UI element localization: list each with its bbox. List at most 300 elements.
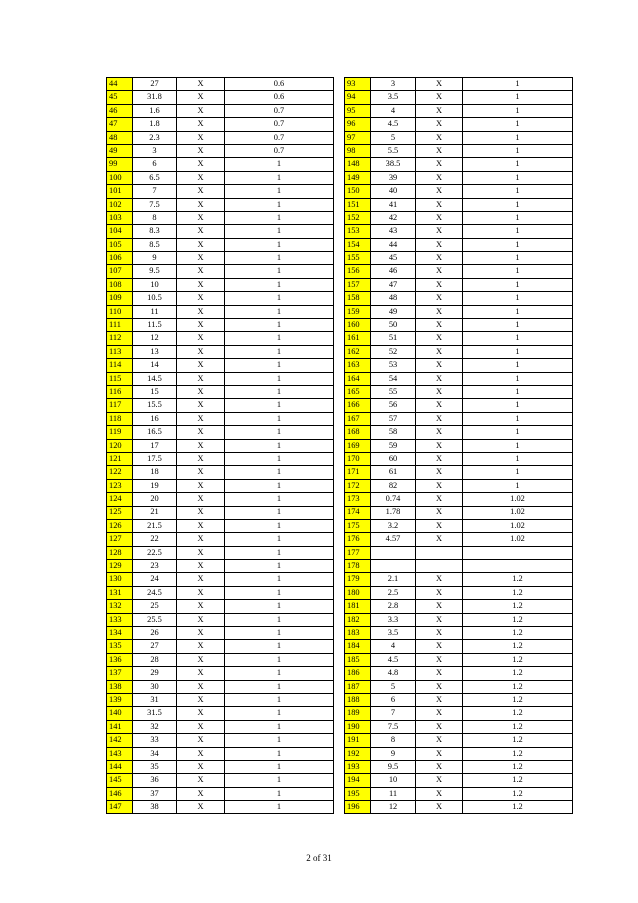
table-row: [107, 78, 573, 91]
size-cell: 2.1: [371, 573, 416, 586]
table-row: [107, 787, 573, 800]
column-gap: [334, 479, 345, 492]
separator-cell: X: [416, 118, 463, 131]
factor-cell: 1: [463, 345, 573, 358]
table-row: [107, 292, 573, 305]
factor-cell: 1: [225, 573, 334, 586]
table-row: [107, 653, 573, 666]
table-row: [107, 185, 573, 198]
size-cell: 53: [371, 359, 416, 372]
item-id-cell: 181: [345, 600, 371, 613]
table-row: [107, 720, 573, 733]
separator-cell: X: [177, 640, 225, 653]
table-row: [107, 252, 573, 265]
factor-cell: 1: [225, 707, 334, 720]
table-row: [107, 533, 573, 546]
factor-cell: 1: [225, 640, 334, 653]
table-row: [107, 211, 573, 224]
factor-cell: 1.2: [463, 627, 573, 640]
size-cell: 21: [133, 506, 177, 519]
factor-cell: 1: [463, 452, 573, 465]
size-cell: 8.5: [133, 238, 177, 251]
size-cell: 25.5: [133, 613, 177, 626]
size-cell: 8: [133, 211, 177, 224]
factor-cell: 1.2: [463, 760, 573, 773]
size-cell: 10: [133, 278, 177, 291]
factor-cell: 1: [225, 385, 334, 398]
size-cell: 15: [133, 385, 177, 398]
factor-cell: 1.02: [463, 519, 573, 532]
item-id-cell: 189: [345, 707, 371, 720]
column-gap: [334, 734, 345, 747]
size-cell: 39: [371, 171, 416, 184]
factor-cell: 1: [225, 680, 334, 693]
separator-cell: X: [416, 466, 463, 479]
item-id-cell: 122: [107, 466, 133, 479]
separator-cell: X: [177, 667, 225, 680]
size-cell: 51: [371, 332, 416, 345]
factor-cell: 1: [463, 158, 573, 171]
factor-cell: 1: [225, 252, 334, 265]
size-cell: 46: [371, 265, 416, 278]
item-id-cell: 159: [345, 305, 371, 318]
item-id-cell: 158: [345, 292, 371, 305]
table-row: [107, 479, 573, 492]
size-cell: 17.5: [133, 452, 177, 465]
separator-cell: X: [416, 479, 463, 492]
separator-cell: X: [177, 372, 225, 385]
factor-cell: 1: [225, 185, 334, 198]
table-row: [107, 225, 573, 238]
item-id-cell: 173: [345, 493, 371, 506]
separator-cell: X: [416, 332, 463, 345]
factor-cell: 1: [225, 560, 334, 573]
separator-cell: X: [416, 627, 463, 640]
item-id-cell: 147: [107, 801, 133, 814]
item-id-cell: 164: [345, 372, 371, 385]
size-cell: 25: [133, 600, 177, 613]
separator-cell: X: [177, 720, 225, 733]
table-row: [107, 131, 573, 144]
item-id-cell: 168: [345, 426, 371, 439]
item-id-cell: 176: [345, 533, 371, 546]
separator-cell: X: [177, 131, 225, 144]
item-id-cell: 136: [107, 653, 133, 666]
column-gap: [334, 158, 345, 171]
factor-cell: 1: [225, 519, 334, 532]
column-gap: [334, 586, 345, 599]
column-gap: [334, 506, 345, 519]
column-gap: [334, 693, 345, 706]
size-cell: 4.5: [371, 653, 416, 666]
separator-cell: X: [416, 399, 463, 412]
separator-cell: X: [177, 305, 225, 318]
factor-cell: 1: [463, 319, 573, 332]
size-cell: 27: [133, 78, 177, 91]
factor-cell: 1: [463, 426, 573, 439]
factor-cell: 1: [225, 265, 334, 278]
table-row: [107, 627, 573, 640]
item-id-cell: 167: [345, 412, 371, 425]
item-id-cell: 125: [107, 506, 133, 519]
size-cell: 22: [133, 533, 177, 546]
item-id-cell: 109: [107, 292, 133, 305]
size-cell: 43: [371, 225, 416, 238]
factor-cell: 1: [225, 225, 334, 238]
item-id-cell: 112: [107, 332, 133, 345]
size-cell: 26: [133, 627, 177, 640]
column-gap: [334, 252, 345, 265]
size-cell: 9: [371, 747, 416, 760]
item-id-cell: 104: [107, 225, 133, 238]
size-cell: 7: [371, 707, 416, 720]
item-id-cell: 98: [345, 144, 371, 157]
item-id-cell: 135: [107, 640, 133, 653]
size-cell: 52: [371, 345, 416, 358]
size-cell: 42: [371, 211, 416, 224]
factor-cell: 1: [225, 533, 334, 546]
table-row: [107, 198, 573, 211]
separator-cell: X: [416, 774, 463, 787]
size-cell: 60: [371, 452, 416, 465]
size-cell: 10.5: [133, 292, 177, 305]
item-id-cell: 161: [345, 332, 371, 345]
item-id-cell: 166: [345, 399, 371, 412]
size-cell: 3: [371, 78, 416, 91]
factor-cell: 1: [225, 760, 334, 773]
separator-cell: X: [416, 667, 463, 680]
factor-cell: 1: [463, 104, 573, 117]
table-row: [107, 560, 573, 573]
size-cell: 59: [371, 439, 416, 452]
table-row: [107, 519, 573, 532]
separator-cell: X: [416, 693, 463, 706]
item-id-cell: 149: [345, 171, 371, 184]
item-id-cell: 187: [345, 680, 371, 693]
separator-cell: X: [177, 493, 225, 506]
factor-cell: 1: [225, 198, 334, 211]
separator-cell: X: [416, 252, 463, 265]
factor-cell: 1: [225, 787, 334, 800]
separator-cell: X: [416, 640, 463, 653]
factor-cell: 1: [225, 171, 334, 184]
factor-cell: 1: [463, 412, 573, 425]
factor-cell: 1: [225, 332, 334, 345]
separator-cell: X: [177, 185, 225, 198]
item-id-cell: 171: [345, 466, 371, 479]
item-id-cell: 192: [345, 747, 371, 760]
separator-cell: X: [416, 493, 463, 506]
separator-cell: X: [177, 292, 225, 305]
separator-cell: X: [177, 91, 225, 104]
item-id-cell: 45: [107, 91, 133, 104]
item-id-cell: 108: [107, 278, 133, 291]
factor-cell: 1: [225, 158, 334, 171]
factor-cell: 1: [225, 613, 334, 626]
column-gap: [334, 613, 345, 626]
item-id-cell: 162: [345, 345, 371, 358]
separator-cell: X: [177, 144, 225, 157]
factor-cell: 1: [463, 171, 573, 184]
factor-cell: 1: [225, 305, 334, 318]
size-cell: 21.5: [133, 519, 177, 532]
separator-cell: X: [416, 760, 463, 773]
size-cell: 7.5: [371, 720, 416, 733]
column-gap: [334, 600, 345, 613]
size-cell: 29: [133, 667, 177, 680]
column-gap: [334, 707, 345, 720]
separator-cell: X: [416, 412, 463, 425]
size-cell: 45: [371, 252, 416, 265]
separator-cell: X: [177, 439, 225, 452]
size-cell: 82: [371, 479, 416, 492]
item-id-cell: 169: [345, 439, 371, 452]
item-id-cell: 127: [107, 533, 133, 546]
separator-cell: X: [177, 452, 225, 465]
size-cell: 7.5: [133, 198, 177, 211]
factor-cell: 1: [463, 278, 573, 291]
size-cell: 2.5: [371, 586, 416, 599]
item-id-cell: 102: [107, 198, 133, 211]
separator-cell: X: [177, 600, 225, 613]
table-row: [107, 118, 573, 131]
size-cell: 4: [371, 104, 416, 117]
item-id-cell: 153: [345, 225, 371, 238]
factor-cell: 1: [463, 78, 573, 91]
separator-cell: X: [177, 332, 225, 345]
separator-cell: X: [177, 680, 225, 693]
table-row: [107, 278, 573, 291]
item-id-cell: 132: [107, 600, 133, 613]
item-id-cell: 129: [107, 560, 133, 573]
factor-cell: 1.2: [463, 640, 573, 653]
item-id-cell: 117: [107, 399, 133, 412]
factor-cell: 1: [225, 466, 334, 479]
table-row: [107, 439, 573, 452]
size-cell: 11: [133, 305, 177, 318]
separator-cell: X: [416, 533, 463, 546]
item-id-cell: 49: [107, 144, 133, 157]
item-id-cell: 184: [345, 640, 371, 653]
size-cell: 12: [371, 801, 416, 814]
size-cell: 41: [371, 198, 416, 211]
size-cell: 14: [133, 359, 177, 372]
separator-cell: X: [177, 573, 225, 586]
separator-cell: X: [177, 760, 225, 773]
table-row: [107, 586, 573, 599]
separator-cell: X: [416, 372, 463, 385]
separator-cell: X: [416, 653, 463, 666]
factor-cell: 1.2: [463, 680, 573, 693]
separator-cell: X: [416, 198, 463, 211]
factor-cell: 0.7: [225, 118, 334, 131]
size-cell: 19: [133, 479, 177, 492]
factor-cell: 1: [463, 466, 573, 479]
item-id-cell: 93: [345, 78, 371, 91]
table-row: [107, 493, 573, 506]
table-row: [107, 707, 573, 720]
factor-cell: 1: [225, 600, 334, 613]
item-id-cell: 194: [345, 774, 371, 787]
item-id-cell: 183: [345, 627, 371, 640]
column-gap: [334, 720, 345, 733]
separator-cell: X: [416, 319, 463, 332]
column-gap: [334, 118, 345, 131]
factor-cell: 1: [225, 546, 334, 559]
column-gap: [334, 653, 345, 666]
factor-cell: 1.2: [463, 600, 573, 613]
table-row: [107, 426, 573, 439]
factor-cell: 1.02: [463, 493, 573, 506]
factor-cell: 1: [225, 412, 334, 425]
factor-cell: 1: [225, 372, 334, 385]
factor-cell: [463, 560, 573, 573]
separator-cell: X: [177, 238, 225, 251]
separator-cell: X: [177, 78, 225, 91]
factor-cell: 0.7: [225, 104, 334, 117]
table-row: [107, 104, 573, 117]
factor-cell: 1: [463, 131, 573, 144]
column-gap: [334, 292, 345, 305]
separator-cell: X: [416, 720, 463, 733]
column-gap: [334, 305, 345, 318]
item-id-cell: 185: [345, 653, 371, 666]
table-row: [107, 466, 573, 479]
separator-cell: X: [416, 185, 463, 198]
size-cell: 20: [133, 493, 177, 506]
size-cell: 4.5: [371, 118, 416, 131]
size-cell: 5.5: [371, 144, 416, 157]
table-row: [107, 680, 573, 693]
factor-cell: 1: [225, 720, 334, 733]
column-gap: [334, 533, 345, 546]
column-gap: [334, 573, 345, 586]
separator-cell: X: [416, 586, 463, 599]
factor-cell: 1.2: [463, 801, 573, 814]
item-id-cell: 123: [107, 479, 133, 492]
factor-cell: 1: [225, 345, 334, 358]
separator-cell: X: [416, 278, 463, 291]
table-row: [107, 801, 573, 814]
size-cell: 5: [371, 131, 416, 144]
separator-cell: X: [177, 278, 225, 291]
factor-cell: 1.2: [463, 787, 573, 800]
item-id-cell: 170: [345, 452, 371, 465]
separator-cell: X: [416, 144, 463, 157]
size-cell: 3.5: [371, 91, 416, 104]
table-row: [107, 91, 573, 104]
column-gap: [334, 452, 345, 465]
size-cell: 22.5: [133, 546, 177, 559]
factor-cell: 1: [463, 211, 573, 224]
separator-cell: X: [177, 399, 225, 412]
item-id-cell: 120: [107, 439, 133, 452]
size-cell: 35: [133, 760, 177, 773]
size-cell: 9.5: [133, 265, 177, 278]
table-row: [107, 600, 573, 613]
size-cell: 3.3: [371, 613, 416, 626]
item-id-cell: 155: [345, 252, 371, 265]
column-gap: [334, 359, 345, 372]
table-row: [107, 506, 573, 519]
item-id-cell: 119: [107, 426, 133, 439]
column-gap: [334, 412, 345, 425]
item-id-cell: 124: [107, 493, 133, 506]
separator-cell: X: [177, 533, 225, 546]
column-gap: [334, 278, 345, 291]
item-id-cell: 146: [107, 787, 133, 800]
separator-cell: X: [177, 479, 225, 492]
size-cell: 8.3: [133, 225, 177, 238]
item-id-cell: 182: [345, 613, 371, 626]
size-cell: 18: [133, 466, 177, 479]
item-id-cell: 145: [107, 774, 133, 787]
factor-cell: 1.2: [463, 653, 573, 666]
table-row: [107, 144, 573, 157]
factor-cell: 1: [463, 385, 573, 398]
column-gap: [334, 104, 345, 117]
size-cell: 2.8: [371, 600, 416, 613]
column-gap: [334, 399, 345, 412]
table-row: [107, 319, 573, 332]
factor-cell: 0.7: [225, 131, 334, 144]
factor-cell: 1: [463, 144, 573, 157]
table-row: [107, 774, 573, 787]
size-cell: 0.74: [371, 493, 416, 506]
size-cell: 54: [371, 372, 416, 385]
column-gap: [334, 238, 345, 251]
column-gap: [334, 78, 345, 91]
factor-cell: 1: [225, 493, 334, 506]
item-id-cell: 46: [107, 104, 133, 117]
size-cell: 2.3: [133, 131, 177, 144]
factor-cell: 1: [463, 479, 573, 492]
table-row: [107, 573, 573, 586]
size-cell: 12: [133, 332, 177, 345]
column-gap: [334, 680, 345, 693]
separator-cell: X: [177, 653, 225, 666]
column-gap: [334, 519, 345, 532]
size-cell: 32: [133, 720, 177, 733]
separator-cell: X: [177, 158, 225, 171]
factor-cell: 1: [463, 185, 573, 198]
table-row: [107, 359, 573, 372]
size-cell: 34: [133, 747, 177, 760]
separator-cell: X: [177, 359, 225, 372]
column-gap: [334, 466, 345, 479]
size-cell: 38: [133, 801, 177, 814]
size-cell: 37: [133, 787, 177, 800]
factor-cell: 1: [463, 265, 573, 278]
separator-cell: X: [177, 519, 225, 532]
factor-cell: 1.2: [463, 747, 573, 760]
factor-cell: 1: [225, 292, 334, 305]
column-gap: [334, 185, 345, 198]
size-cell: 1.78: [371, 506, 416, 519]
item-id-cell: 186: [345, 667, 371, 680]
size-cell: 9.5: [371, 760, 416, 773]
size-cell: 16.5: [133, 426, 177, 439]
size-cell: 31: [133, 693, 177, 706]
column-gap: [334, 211, 345, 224]
item-id-cell: 151: [345, 198, 371, 211]
item-id-cell: 44: [107, 78, 133, 91]
item-id-cell: 177: [345, 546, 371, 559]
separator-cell: X: [177, 252, 225, 265]
column-gap: [334, 640, 345, 653]
separator-cell: X: [416, 506, 463, 519]
item-id-cell: 138: [107, 680, 133, 693]
